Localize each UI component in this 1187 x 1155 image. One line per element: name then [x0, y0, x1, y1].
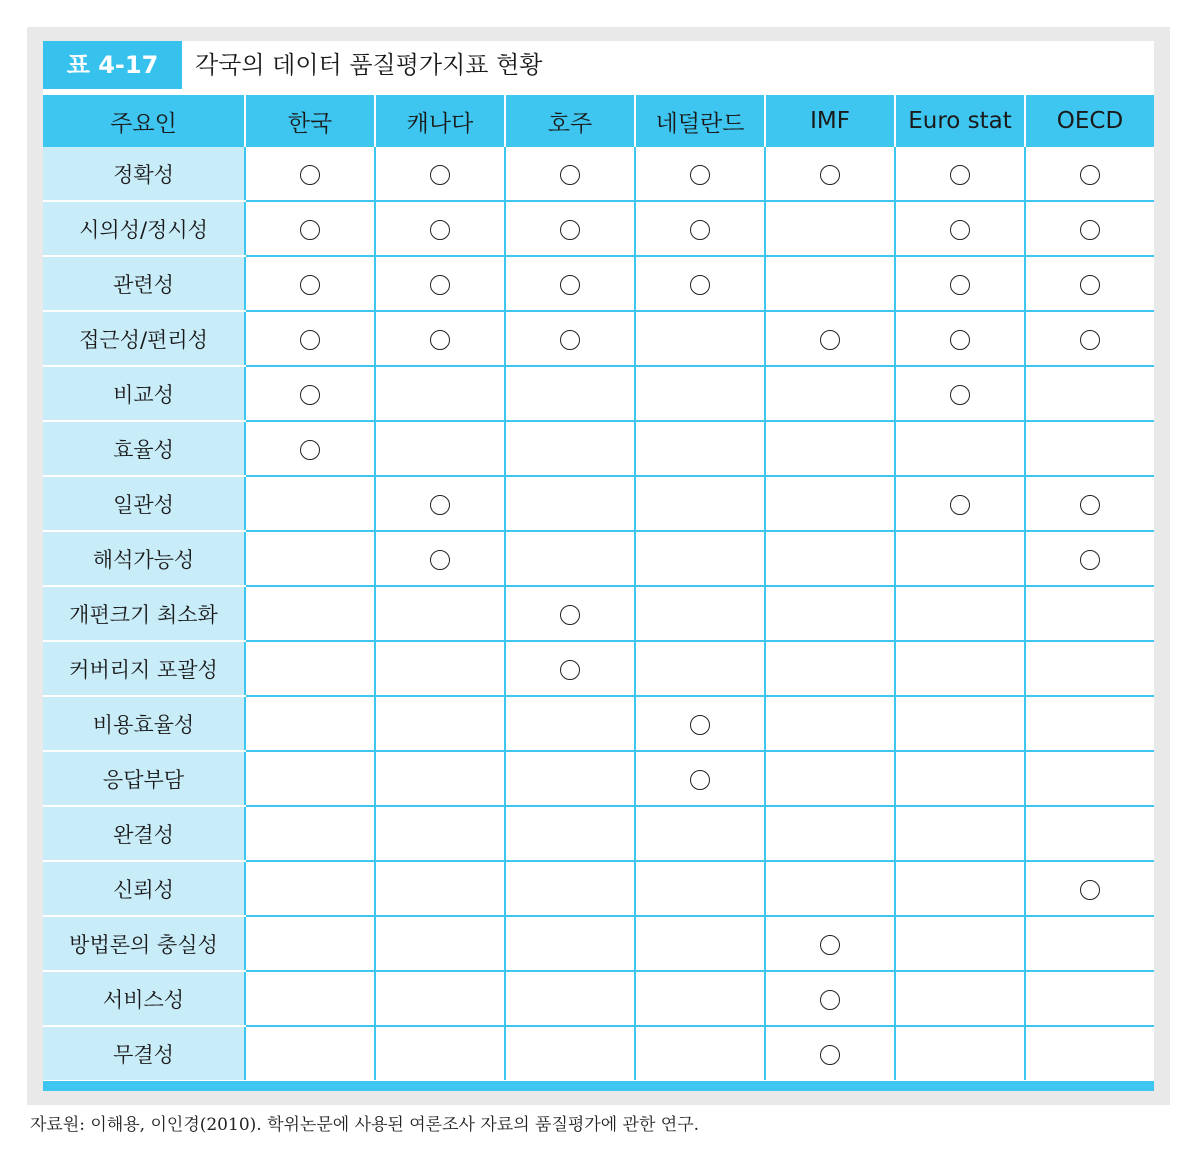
- circle-mark-icon: [1080, 880, 1100, 900]
- column-header: 캐나다: [375, 95, 505, 147]
- factor-cell: 일관성: [43, 476, 245, 531]
- mark-cell: [895, 147, 1025, 201]
- mark-cell: [505, 531, 635, 586]
- mark-cell: [505, 586, 635, 641]
- mark-cell: [375, 861, 505, 916]
- quality-indicator-table: [43, 95, 1154, 1080]
- circle-mark-icon: [690, 715, 710, 735]
- table-row: [43, 806, 1154, 861]
- mark-cell: [895, 476, 1025, 531]
- column-header: OECD: [1025, 95, 1154, 147]
- mark-cell: [1025, 586, 1154, 641]
- table-row: [43, 531, 1154, 586]
- factor-cell: 비교성: [43, 366, 245, 421]
- mark-cell: [245, 201, 375, 256]
- circle-mark-icon: [1080, 495, 1100, 515]
- mark-cell: [1025, 531, 1154, 586]
- table-row: [43, 147, 1154, 201]
- factor-cell: 비용효율성: [43, 696, 245, 751]
- factor-cell: 방법론의 충실성: [43, 916, 245, 971]
- mark-cell: [895, 586, 1025, 641]
- mark-cell: [505, 421, 635, 476]
- mark-cell: [1025, 366, 1154, 421]
- mark-cell: [245, 971, 375, 1026]
- mark-cell: [635, 311, 765, 366]
- circle-mark-icon: [300, 330, 320, 350]
- mark-cell: [635, 696, 765, 751]
- mark-cell: [375, 971, 505, 1026]
- mark-cell: [895, 531, 1025, 586]
- circle-mark-icon: [430, 495, 450, 515]
- mark-cell: [765, 916, 895, 971]
- mark-cell: [765, 586, 895, 641]
- column-header: 주요인: [43, 95, 245, 147]
- table-row: [43, 1026, 1154, 1080]
- mark-cell: [375, 476, 505, 531]
- mark-cell: [375, 751, 505, 806]
- table-row: [43, 641, 1154, 696]
- mark-cell: [635, 476, 765, 531]
- mark-cell: [895, 971, 1025, 1026]
- circle-mark-icon: [560, 165, 580, 185]
- circle-mark-icon: [560, 330, 580, 350]
- mark-cell: [1025, 641, 1154, 696]
- mark-cell: [245, 531, 375, 586]
- mark-cell: [375, 586, 505, 641]
- circle-mark-icon: [1080, 550, 1100, 570]
- table-row: [43, 311, 1154, 366]
- mark-cell: [635, 916, 765, 971]
- mark-cell: [635, 531, 765, 586]
- mark-cell: [1025, 971, 1154, 1026]
- column-header: Euro stat: [895, 95, 1025, 147]
- factor-cell: 무결성: [43, 1026, 245, 1080]
- mark-cell: [1025, 256, 1154, 311]
- factor-cell: 관련성: [43, 256, 245, 311]
- mark-cell: [765, 147, 895, 201]
- column-header: 호주: [505, 95, 635, 147]
- column-header: 네덜란드: [635, 95, 765, 147]
- table-row: [43, 256, 1154, 311]
- circle-mark-icon: [560, 605, 580, 625]
- column-header: IMF: [765, 95, 895, 147]
- circle-mark-icon: [300, 165, 320, 185]
- circle-mark-icon: [300, 275, 320, 295]
- mark-cell: [635, 421, 765, 476]
- mark-cell: [895, 201, 1025, 256]
- circle-mark-icon: [430, 220, 450, 240]
- mark-cell: [635, 147, 765, 201]
- circle-mark-icon: [820, 990, 840, 1010]
- table-row: [43, 971, 1154, 1026]
- mark-cell: [895, 751, 1025, 806]
- mark-cell: [765, 421, 895, 476]
- column-header: 한국: [245, 95, 375, 147]
- mark-cell: [375, 256, 505, 311]
- mark-cell: [895, 641, 1025, 696]
- circle-mark-icon: [560, 660, 580, 680]
- circle-mark-icon: [950, 220, 970, 240]
- mark-cell: [1025, 421, 1154, 476]
- mark-cell: [1025, 476, 1154, 531]
- table-row: [43, 201, 1154, 256]
- mark-cell: [505, 147, 635, 201]
- mark-cell: [375, 201, 505, 256]
- mark-cell: [765, 806, 895, 861]
- mark-cell: [765, 366, 895, 421]
- circle-mark-icon: [950, 385, 970, 405]
- mark-cell: [1025, 861, 1154, 916]
- mark-cell: [505, 366, 635, 421]
- mark-cell: [765, 751, 895, 806]
- mark-cell: [765, 971, 895, 1026]
- source-note: 자료원: 이해용, 이인경(2010). 학위논문에 사용된 여론조사 자료의 품질평가에 관한 연구.: [30, 1115, 700, 1135]
- factor-cell: 완결성: [43, 806, 245, 861]
- factor-cell: 커버리지 포괄성: [43, 641, 245, 696]
- mark-cell: [245, 641, 375, 696]
- circle-mark-icon: [820, 165, 840, 185]
- mark-cell: [505, 476, 635, 531]
- factor-cell: 효율성: [43, 421, 245, 476]
- mark-cell: [1025, 806, 1154, 861]
- circle-mark-icon: [1080, 330, 1100, 350]
- circle-mark-icon: [300, 220, 320, 240]
- mark-cell: [895, 916, 1025, 971]
- mark-cell: [635, 751, 765, 806]
- table-row: [43, 751, 1154, 806]
- mark-cell: [505, 201, 635, 256]
- circle-mark-icon: [690, 220, 710, 240]
- header-row: [43, 95, 1154, 147]
- mark-cell: [895, 1026, 1025, 1080]
- mark-cell: [635, 201, 765, 256]
- mark-cell: [895, 366, 1025, 421]
- mark-cell: [635, 861, 765, 916]
- mark-cell: [765, 201, 895, 256]
- table-footer-band: [43, 1081, 1154, 1091]
- table-row: [43, 916, 1154, 971]
- circle-mark-icon: [820, 330, 840, 350]
- mark-cell: [245, 751, 375, 806]
- mark-cell: [375, 311, 505, 366]
- mark-cell: [245, 696, 375, 751]
- mark-cell: [375, 531, 505, 586]
- circle-mark-icon: [430, 550, 450, 570]
- mark-cell: [765, 311, 895, 366]
- mark-cell: [765, 476, 895, 531]
- mark-cell: [375, 147, 505, 201]
- factor-cell: 서비스성: [43, 971, 245, 1026]
- table-row: [43, 421, 1154, 476]
- circle-mark-icon: [430, 165, 450, 185]
- mark-cell: [375, 366, 505, 421]
- table-body: [43, 147, 1154, 1080]
- circle-mark-icon: [690, 770, 710, 790]
- circle-mark-icon: [950, 330, 970, 350]
- table-row: [43, 696, 1154, 751]
- circle-mark-icon: [1080, 220, 1100, 240]
- mark-cell: [505, 696, 635, 751]
- mark-cell: [245, 861, 375, 916]
- mark-cell: [1025, 1026, 1154, 1080]
- mark-cell: [505, 1026, 635, 1080]
- mark-cell: [635, 971, 765, 1026]
- factor-cell: 접근성/편리성: [43, 311, 245, 366]
- mark-cell: [895, 256, 1025, 311]
- mark-cell: [375, 806, 505, 861]
- mark-cell: [1025, 201, 1154, 256]
- mark-cell: [635, 586, 765, 641]
- circle-mark-icon: [950, 495, 970, 515]
- circle-mark-icon: [300, 385, 320, 405]
- mark-cell: [1025, 916, 1154, 971]
- table-number-badge: 표 4-17: [43, 41, 182, 89]
- mark-cell: [895, 696, 1025, 751]
- factor-cell: 해석가능성: [43, 531, 245, 586]
- circle-mark-icon: [1080, 165, 1100, 185]
- factor-cell: 신뢰성: [43, 861, 245, 916]
- circle-mark-icon: [300, 440, 320, 460]
- mark-cell: [1025, 147, 1154, 201]
- mark-cell: [1025, 751, 1154, 806]
- mark-cell: [375, 696, 505, 751]
- table-row: [43, 861, 1154, 916]
- mark-cell: [375, 916, 505, 971]
- mark-cell: [895, 861, 1025, 916]
- table-caption: [43, 41, 1154, 89]
- mark-cell: [635, 641, 765, 696]
- factor-cell: 시의성/정시성: [43, 201, 245, 256]
- mark-cell: [635, 806, 765, 861]
- mark-cell: [1025, 311, 1154, 366]
- mark-cell: [245, 421, 375, 476]
- mark-cell: [245, 916, 375, 971]
- mark-cell: [245, 256, 375, 311]
- mark-cell: [765, 256, 895, 311]
- circle-mark-icon: [430, 330, 450, 350]
- mark-cell: [505, 311, 635, 366]
- mark-cell: [245, 586, 375, 641]
- mark-cell: [245, 366, 375, 421]
- table-title: 각국의 데이터 품질평가지표 현황: [195, 51, 543, 79]
- circle-mark-icon: [950, 165, 970, 185]
- mark-cell: [895, 806, 1025, 861]
- factor-cell: 응답부담: [43, 751, 245, 806]
- circle-mark-icon: [950, 275, 970, 295]
- mark-cell: [765, 1026, 895, 1080]
- circle-mark-icon: [560, 220, 580, 240]
- mark-cell: [765, 861, 895, 916]
- circle-mark-icon: [1080, 275, 1100, 295]
- mark-cell: [245, 147, 375, 201]
- table-panel: [27, 27, 1170, 1105]
- mark-cell: [635, 1026, 765, 1080]
- table-row: [43, 476, 1154, 531]
- mark-cell: [375, 421, 505, 476]
- circle-mark-icon: [430, 275, 450, 295]
- mark-cell: [505, 751, 635, 806]
- table-row: [43, 366, 1154, 421]
- mark-cell: [765, 696, 895, 751]
- circle-mark-icon: [820, 1045, 840, 1065]
- circle-mark-icon: [690, 275, 710, 295]
- mark-cell: [505, 861, 635, 916]
- table-inner: [43, 41, 1154, 1091]
- mark-cell: [895, 421, 1025, 476]
- mark-cell: [505, 806, 635, 861]
- factor-cell: 개편크기 최소화: [43, 586, 245, 641]
- factor-cell: 정확성: [43, 147, 245, 201]
- mark-cell: [245, 476, 375, 531]
- mark-cell: [375, 641, 505, 696]
- mark-cell: [375, 1026, 505, 1080]
- mark-cell: [505, 916, 635, 971]
- circle-mark-icon: [690, 165, 710, 185]
- mark-cell: [635, 366, 765, 421]
- table-row: [43, 586, 1154, 641]
- mark-cell: [635, 256, 765, 311]
- mark-cell: [895, 311, 1025, 366]
- mark-cell: [765, 641, 895, 696]
- mark-cell: [505, 641, 635, 696]
- mark-cell: [245, 1026, 375, 1080]
- circle-mark-icon: [560, 275, 580, 295]
- circle-mark-icon: [820, 935, 840, 955]
- mark-cell: [245, 311, 375, 366]
- mark-cell: [505, 971, 635, 1026]
- mark-cell: [245, 806, 375, 861]
- mark-cell: [505, 256, 635, 311]
- mark-cell: [1025, 696, 1154, 751]
- mark-cell: [765, 531, 895, 586]
